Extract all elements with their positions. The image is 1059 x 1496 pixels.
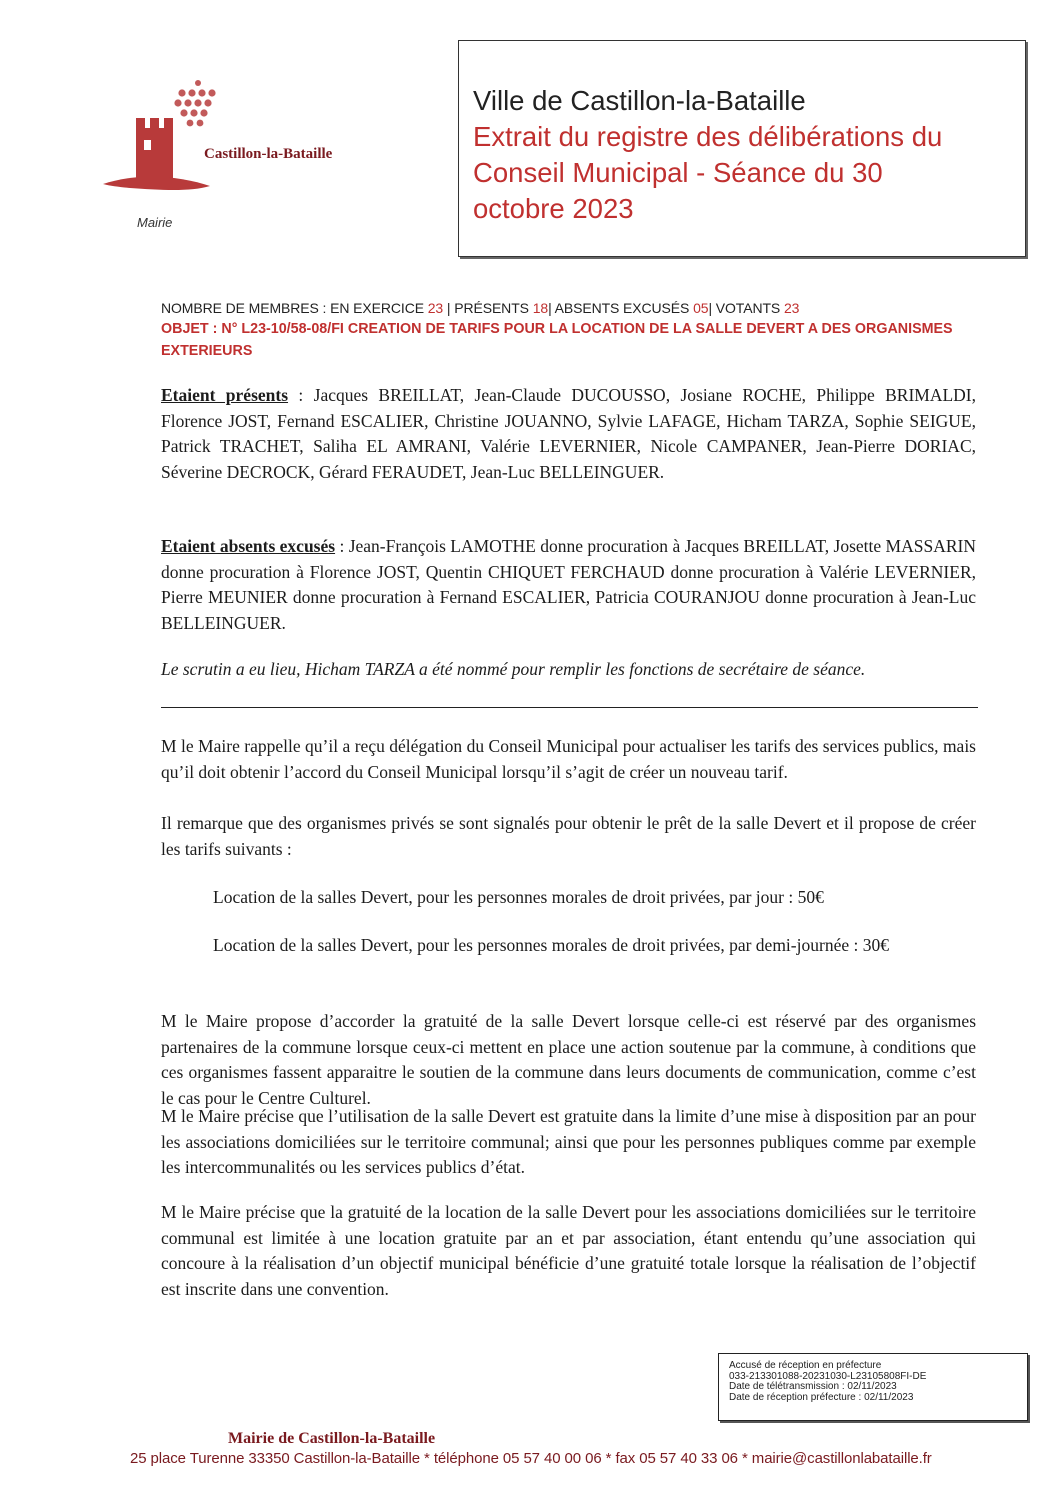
tower-icon bbox=[136, 118, 173, 178]
footer-name: Mairie de Castillon-la-Bataille bbox=[228, 1430, 436, 1447]
stamp-line-2: 033-213301088-20231030-L23105808FI-DE bbox=[729, 1370, 927, 1382]
objet-heading: OBJET : N° L23-10/58-08/FI CREATION DE TARIFS POUR LA LOCATION DE LA SALLE DEVERT A DES ORGANISMES EXTERIEURS bbox=[161, 321, 953, 359]
body-paragraph-3: M le Maire propose d’accorder la gratuité de la salle Devert lorsque celle-ci est réservé par des organismes partenaires de la commune lorsque ceux-ci mettent en place une action soutenue par la commune, à conditions que ces organismes fassent apparaitre le soutien de la commune dans leurs documents de communication, comme c’est le cas pour le Centre Culturel. bbox=[161, 1011, 976, 1108]
absents-value: 05 bbox=[693, 300, 709, 316]
absents-heading: Etaient absents excusés bbox=[161, 536, 336, 556]
members-count-line bbox=[161, 300, 799, 316]
logo-mairie-label: Mairie bbox=[137, 215, 173, 230]
tarif-day: Location de la salles Devert, pour les personnes morales de droit privées, par jour : 50€ bbox=[213, 887, 824, 907]
en-exercice-value: 23 bbox=[427, 300, 444, 316]
river-wave-icon bbox=[103, 177, 210, 190]
presents-value: 18 bbox=[532, 300, 549, 316]
tarif-half-day: Location de la salles Devert, pour les personnes morales de droit privées, par demi-journée : 30€ bbox=[213, 935, 889, 955]
presents-list: : Jacques BREILLAT, Jean-Claude DUCOUSSO, Josiane ROCHE, Philippe BRIMALDI, Florence JOST, Fernand ESCALIER, Christine JOUANNO, Sylvie LAFAGE, Hicham TARZA, Sophie SEIGUE, Patrick TRACHET, Saliha EL AMRANI, Valérie LEVERNIER, Nicole CAMPANER, Jean-Pierre DORIAC, Séverine DECROCK, Gérard FERAUDET, Jean-Luc BELLEINGUER. bbox=[161, 385, 977, 482]
votants-value: 23 bbox=[783, 300, 800, 316]
logo-name: Castillon-la-Bataille bbox=[204, 146, 333, 162]
footer-address: 25 place Turenne 33350 Castillon-la-Bataille * téléphone 05 57 40 00 06 * fax 05 57 40 33 06 * mairie@castillonlabataille.fr bbox=[130, 1450, 932, 1467]
scrutin-note: Le scrutin a eu lieu, Hicham TARZA a été nommé pour remplir les fonctions de secrétaire de séance. bbox=[161, 659, 866, 679]
presents-heading: Etaient présents bbox=[161, 385, 289, 405]
votants-label: | VOTANTS bbox=[708, 300, 784, 316]
stamp-line-3: Date de télétransmission : 02/11/2023 bbox=[729, 1381, 897, 1392]
body-paragraph-4: M le Maire précise que l’utilisation de la salle Devert est gratuite dans la limite d’une mise à disposition par an pour les associations domiciliées sur le territoire communal; ainsi que pour les personnes publiques comme par exemple les intercommunalités ou les services publics d’état. bbox=[161, 1106, 976, 1177]
grapes-icon bbox=[174, 80, 215, 126]
presents-paragraph bbox=[161, 383, 976, 485]
stamp-line-4: Date de réception préfecture : 02/11/2023 bbox=[729, 1391, 914, 1403]
members-prefix: NOMBRE DE MEMBRES : EN EXERCICE bbox=[161, 300, 428, 316]
absents-paragraph bbox=[161, 534, 976, 636]
title-line-2: Conseil Municipal - Séance du 30 bbox=[473, 157, 883, 188]
prefecture-receipt-stamp bbox=[718, 1353, 1028, 1421]
title-line-3: octobre 2023 bbox=[473, 193, 634, 224]
title-city: Ville de Castillon-la-Bataille bbox=[473, 85, 806, 116]
absents-label: | ABSENTS EXCUSÉS bbox=[548, 300, 694, 316]
title-line-1: Extrait du registre des délibérations du bbox=[473, 121, 943, 152]
stamp-line-1: Accusé de réception en préfecture bbox=[729, 1360, 882, 1371]
body-paragraph-5: M le Maire précise que la gratuité de la location de la salle Devert pour les associations domiciliées sur le territoire communal est limitée à une location gratuite par an et par association, étant entendu qu’une association qui concoure à la réalisation d’un objectif municipal bénéficie d’une gratuité totale lorsque la réalisation de l’objectif est inscrite dans une convention. bbox=[161, 1202, 976, 1299]
presents-label: | PRÉSENTS bbox=[443, 300, 533, 316]
title-box bbox=[458, 40, 1026, 257]
body-paragraph-1: M le Maire rappelle qu’il a reçu délégation du Conseil Municipal pour actualiser les tarifs des services publics, mais qu’il doit obtenir l’accord du Conseil Municipal lorsqu’il s’agit de créer un nouveau tarif. bbox=[161, 736, 976, 782]
absents-list: : Jean-François LAMOTHE donne procuration à Jacques BREILLAT, Josette MASSARIN donne procuration à Florence JOST, Quentin CHIQUET FERCHAUD donne procuration à Valérie LEVERNIER, Pierre MEUNIER donne procuration à Fernand ESCALIER, Patricia COURANJOU donne procuration à Jean-Luc BELLEINGUER. bbox=[161, 536, 976, 633]
section-divider bbox=[161, 707, 978, 708]
body-paragraph-2: Il remarque que des organismes privés se sont signalés pour obtenir le prêt de la salle Devert et il propose de créer les tarifs suivants : bbox=[161, 813, 976, 859]
